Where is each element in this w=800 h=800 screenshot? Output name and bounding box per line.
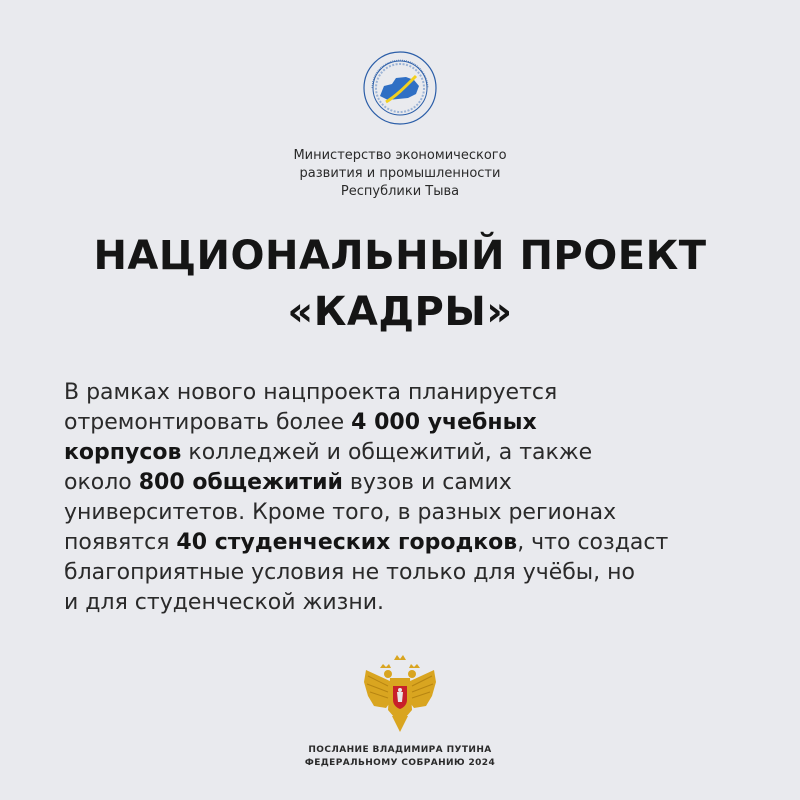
body-text: , что создаст: [517, 530, 669, 555]
coat-of-arms: [358, 652, 442, 736]
body-text: отремонтировать более: [64, 410, 352, 435]
footer-caption: [200, 744, 600, 770]
body-line: [64, 498, 744, 528]
page-title: [40, 228, 760, 340]
body-highlight: корпусов: [64, 440, 182, 465]
ministry-name-line: Республики Тыва: [340, 184, 460, 199]
body-line: [64, 408, 744, 438]
body-line: [64, 378, 744, 408]
footer-line: ФЕДЕРАЛЬНОМУ СОБРАНИЮ 2024: [304, 758, 496, 768]
ministry-name-line: Министерство экономического: [293, 148, 507, 163]
body-line: [64, 558, 744, 588]
russian-coat-of-arms-icon: [358, 652, 442, 736]
body-line: [64, 528, 744, 558]
body-line: [64, 588, 744, 618]
body-highlight: 800 общежитий: [138, 470, 343, 495]
body-paragraph: [64, 378, 744, 618]
title-line: НАЦИОНАЛЬНЫЙ ПРОЕКТ: [93, 233, 707, 279]
footer-line: ПОСЛАНИЕ ВЛАДИМИРА ПУТИНА: [308, 745, 492, 755]
ministry-seal-icon: [362, 50, 438, 126]
title-line: «КАДРЫ»: [287, 289, 513, 335]
body-highlight: 40 студенческих городков: [176, 530, 518, 555]
body-text: появятся: [64, 530, 177, 555]
body-text: В рамках нового нацпроекта планируется: [64, 380, 558, 405]
body-text: университетов. Кроме того, в разных регионах: [64, 500, 617, 525]
body-text: вузов и самих: [342, 470, 512, 495]
body-text: колледжей и общежитий, а также: [181, 440, 593, 465]
body-text: благоприятные условия не только для учёбы, но: [64, 560, 636, 585]
ministry-name: [200, 147, 600, 201]
ministry-logo: [362, 50, 438, 126]
body-line: [64, 468, 744, 498]
body-text: и для студенческой жизни.: [64, 590, 385, 615]
body-line: [64, 438, 744, 468]
body-text: около: [64, 470, 139, 495]
body-highlight: 4 000 учебных: [351, 410, 537, 435]
ministry-name-line: развития и промышленности: [299, 166, 501, 181]
